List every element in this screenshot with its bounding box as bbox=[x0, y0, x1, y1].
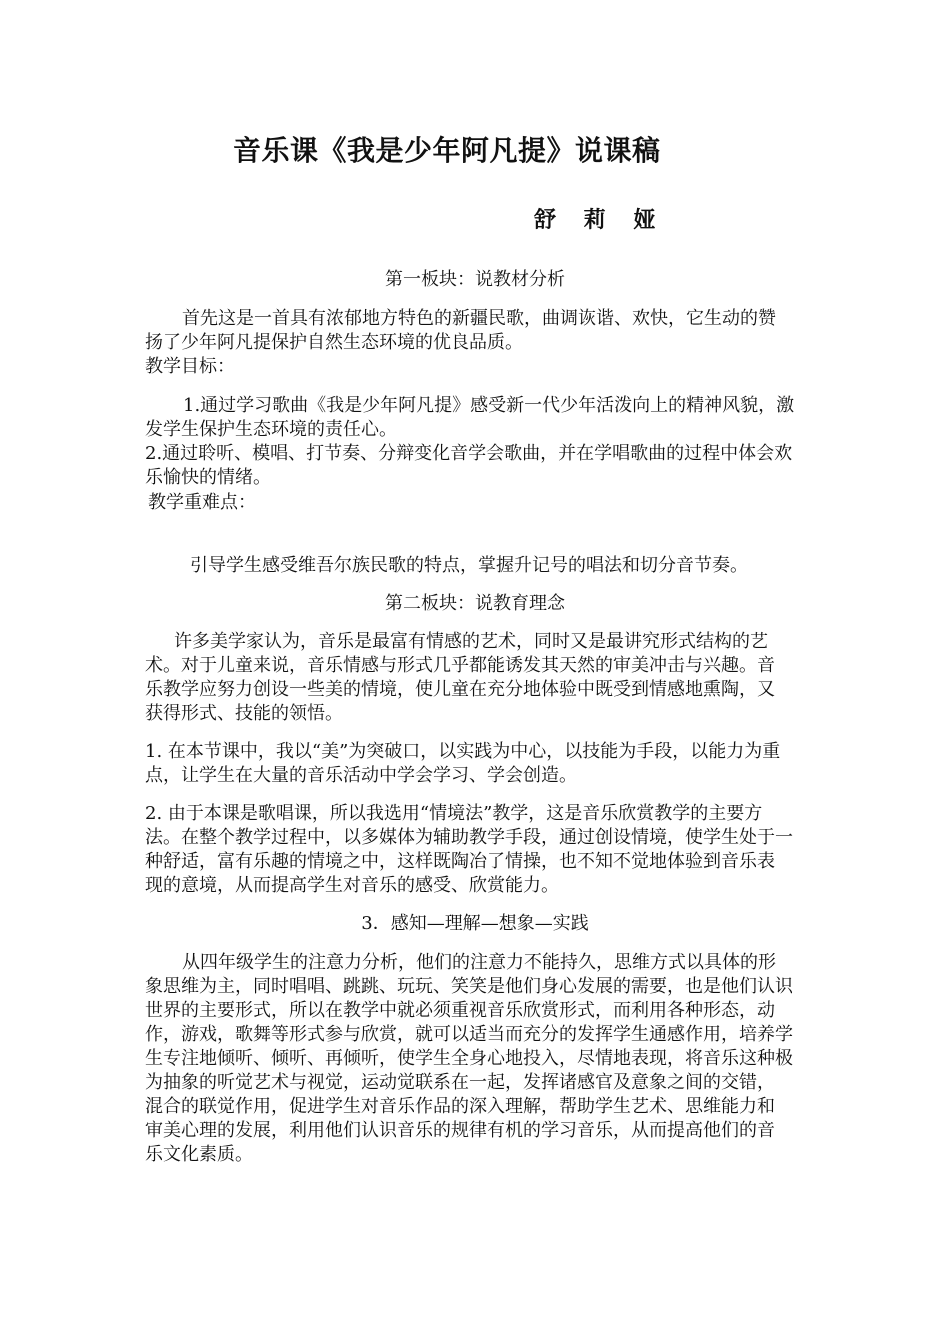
paragraph-3-line-6: 为抽象的听觉艺术与视觉，运动觉联系在一起，发挥诸感官及意象之间的交错， bbox=[145, 1072, 775, 1093]
paragraph-3-line-2: 象思维为主，同时唱唱、跳跳、玩玩、笑笑是他们身心发展的需要，也是他们认识 bbox=[145, 976, 793, 997]
intro-line-2: 扬了少年阿凡提保护自然生态环境的优良品质。 bbox=[145, 332, 523, 353]
document-title: 音乐课《我是少年阿凡提》说课稿 bbox=[233, 134, 661, 167]
difficulty-label: 教学重难点： bbox=[148, 492, 256, 513]
goal-1-line-2: 发学生保护生态环境的责任心。 bbox=[145, 419, 397, 440]
paragraph-3-line-3: 世界的主要形式，所以在教学中就必须重视音乐欣赏形式，而利用各种形态，动 bbox=[145, 1000, 775, 1021]
paragraph-3-line-8: 审美心理的发展，利用他们认识音乐的规律有机的学习音乐，从而提高他们的音 bbox=[145, 1120, 775, 1141]
paragraph-3-line-1: 从四年级学生的注意力分析，他们的注意力不能持久，思维方式以具体的形 bbox=[182, 952, 776, 973]
point-1-line-1: 1. 在本节课中，我以“美”为突破口，以实践为中心，以技能为手段，以能力为重 bbox=[145, 741, 781, 762]
philosophy-line-3: 乐教学应努力创设一些美的情境，使儿童在充分地体验中既受到情感地熏陶，又 bbox=[145, 679, 775, 700]
point-2-line-2: 法。在整个教学过程中，以多媒体为辅助教学手段，通过创设情境，使学生处于一 bbox=[145, 827, 793, 848]
section-heading-1: 第一板块：说教材分析 bbox=[385, 269, 565, 290]
point-3-heading: 3．感知—理解—想象—实践 bbox=[361, 913, 589, 934]
point-1-line-2: 点，让学生在大量的音乐活动中学会学习、学会创造。 bbox=[145, 765, 577, 786]
point-2-line-4: 现的意境，从而提高学生对音乐的感受、欣赏能力。 bbox=[145, 875, 559, 896]
intro-line-1: 首先这是一首具有浓郁地方特色的新疆民歌，曲调诙谐、欢快，它生动的赞 bbox=[182, 308, 776, 329]
goals-label: 教学目标： bbox=[145, 356, 235, 377]
point-2-line-1: 2. 由于本课是歌唱课，所以我选用“情境法”教学，这是音乐欣赏教学的主要方 bbox=[145, 803, 763, 824]
goal-1-line-1: 1.通过学习歌曲《我是少年阿凡提》感受新一代少年活泼向上的精神风貌，激 bbox=[183, 395, 795, 416]
philosophy-line-2: 术。对于儿童来说，音乐情感与形式几乎都能诱发其天然的审美冲击与兴趣。音 bbox=[145, 655, 775, 676]
paragraph-3-line-9: 乐文化素质。 bbox=[145, 1144, 253, 1165]
difficulty-text: 引导学生感受维吾尔族民歌的特点，掌握升记号的唱法和切分音节奏。 bbox=[190, 555, 748, 576]
paragraph-3-line-4: 作，游戏，歌舞等形式参与欣赏，就可以适当而充分的发挥学生通感作用，培养学 bbox=[145, 1024, 793, 1045]
paragraph-3-line-7: 混合的联觉作用，促进学生对音乐作品的深入理解，帮助学生艺术、思维能力和 bbox=[145, 1096, 775, 1117]
goal-2-line-2: 乐愉快的情绪。 bbox=[145, 467, 271, 488]
point-2-line-3: 种舒适，富有乐趣的情境之中，这样既陶冶了情操，也不知不觉地体验到音乐表 bbox=[145, 851, 775, 872]
goal-2-line-1: 2.通过聆听、模唱、打节奏、分辩变化音学会歌曲，并在学唱歌曲的过程中体会欢 bbox=[145, 443, 793, 464]
philosophy-line-4: 获得形式、技能的领悟。 bbox=[145, 703, 343, 724]
philosophy-line-1: 许多美学家认为，音乐是最富有情感的艺术，同时又是最讲究形式结构的艺 bbox=[174, 631, 768, 652]
section-heading-2: 第二板块：说教育理念 bbox=[385, 593, 565, 614]
author-name: 舒 莉 娅 bbox=[534, 208, 666, 233]
paragraph-3-line-5: 生专注地倾听、倾听、再倾听，使学生全身心地投入，尽情地表现，将音乐这种极 bbox=[145, 1048, 793, 1069]
